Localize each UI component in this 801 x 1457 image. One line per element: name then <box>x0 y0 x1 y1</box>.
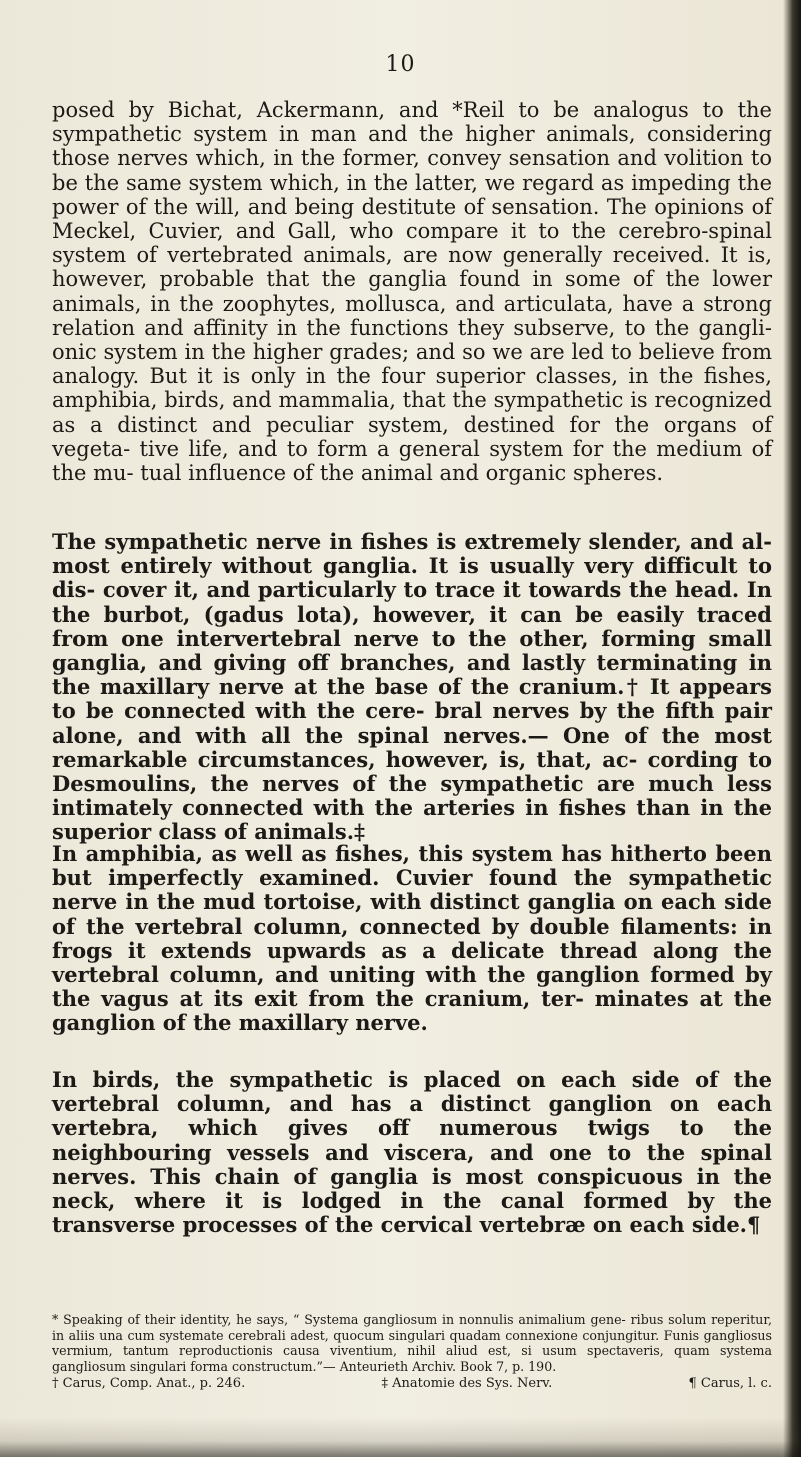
paragraph-3-text: In amphibia, as well as fishes, this system has hitherto been but imperfectly examined. Cuvier found the sympathetic nerve in the mud tortoise, with distinct ganglia on each side of the vertebral column, connected by double filaments: in frogs it extends upwards as a delicate thread along the vertebral column, and uniting with the ganglion formed by the vagus at its exit from the cranium, ter- minates at the ganglion of the maxillary nerve. <box>52 841 772 1036</box>
page-edge-shadow <box>783 0 801 1457</box>
footnote-refs-row <box>52 1376 772 1392</box>
footnotes <box>52 1312 772 1392</box>
paragraph-1-text: posed by Bichat, Ackermann, and *Reil to be analogus to the sympathetic system in man and the higher animals, considering those nerves which, in the former, convey sensation and volition to be the same system which, in the latter, we regard as impeding the power of the will, and being destitute of sensation. The opinions of Meckel, Cuvier, and Gall, who compare it to the cerebro-spinal system of vertebrated animals, are now generally received. It is, however, probable that the ganglia found in some of the lower animals, in the zoophytes, mollusca, and articulata, have a strong relation and affinity in the functions they subserve, to the gangli- onic system in the higher grades; and so we are led to believe from analogy. But it is only in the four superior classes, in the fishes, amphibia, birds, and mammalia, that the sympathetic is recognized as a distinct and peculiar system, destined for the organs of vegeta- tive life, and to form a general system for the medium of the mu- tual influence of the animal and organic spheres. <box>52 98 772 486</box>
footnote-ref-carus-comp: † Carus, Comp. Anat., p. 246. <box>52 1376 246 1392</box>
paragraph-3 <box>52 842 772 1036</box>
footnote-ref-carus-lc: ¶ Carus, l. c. <box>688 1376 772 1392</box>
paragraph-2 <box>52 530 772 845</box>
paragraph-4 <box>52 1068 772 1237</box>
paragraph-2-text: The sympathetic nerve in fishes is extremely slender, and al- most entirely without ganglia. It is usually very difficult to dis- cover it, and particularly to trace it towards the head. In the burbot, (gadus lota), however, it can be easily traced from one intervertebral nerve to the other, forming small ganglia, and giving off branches, and lastly terminating in the maxillary nerve at the base of the cranium.† It appears to be connected with the cere- bral nerves by the fifth pair alone, and with all the spinal nerves.— One of the most remarkable circumstances, however, is, that, ac- cording to Desmoulins, the nerves of the sympathetic are much less intimately connected with the arteries in fishes than in the superior class of animals.‡ <box>52 529 772 845</box>
paragraph-4-text: In birds, the sympathetic is placed on each side of the vertebral column, and has a distinct ganglion on each vertebra, which gives off numerous twigs to the neighbouring vessels and viscera, and one to the spinal nerves. This chain of ganglia is most conspicuous in the neck, where it is lodged in the canal formed by the transverse processes of the cervical vertebræ on each side.¶ <box>52 1067 772 1238</box>
paragraph-1 <box>52 98 772 485</box>
footnote-ref-anatomie: ‡ Anatomie des Sys. Nerv. <box>381 1376 553 1392</box>
page-bottom-shadow <box>0 1417 801 1457</box>
footnote-main: * Speaking of their identity, he says, “ Systema gangliosum in nonnulis animalium gene- ribus solum reperitur, in aliis una cum systemate cerebrali adest, quocum singulari quadam connexione conjungitur. Funis gangliosus vermium, tantum reproductionis causa viventium, nihil aliud est, si usum spectaveris, quam systema gangliosum singulari forma constructum.”— Anteurieth Archiv. Book 7, p. 190. <box>52 1312 772 1374</box>
page-number: 10 <box>385 52 416 77</box>
